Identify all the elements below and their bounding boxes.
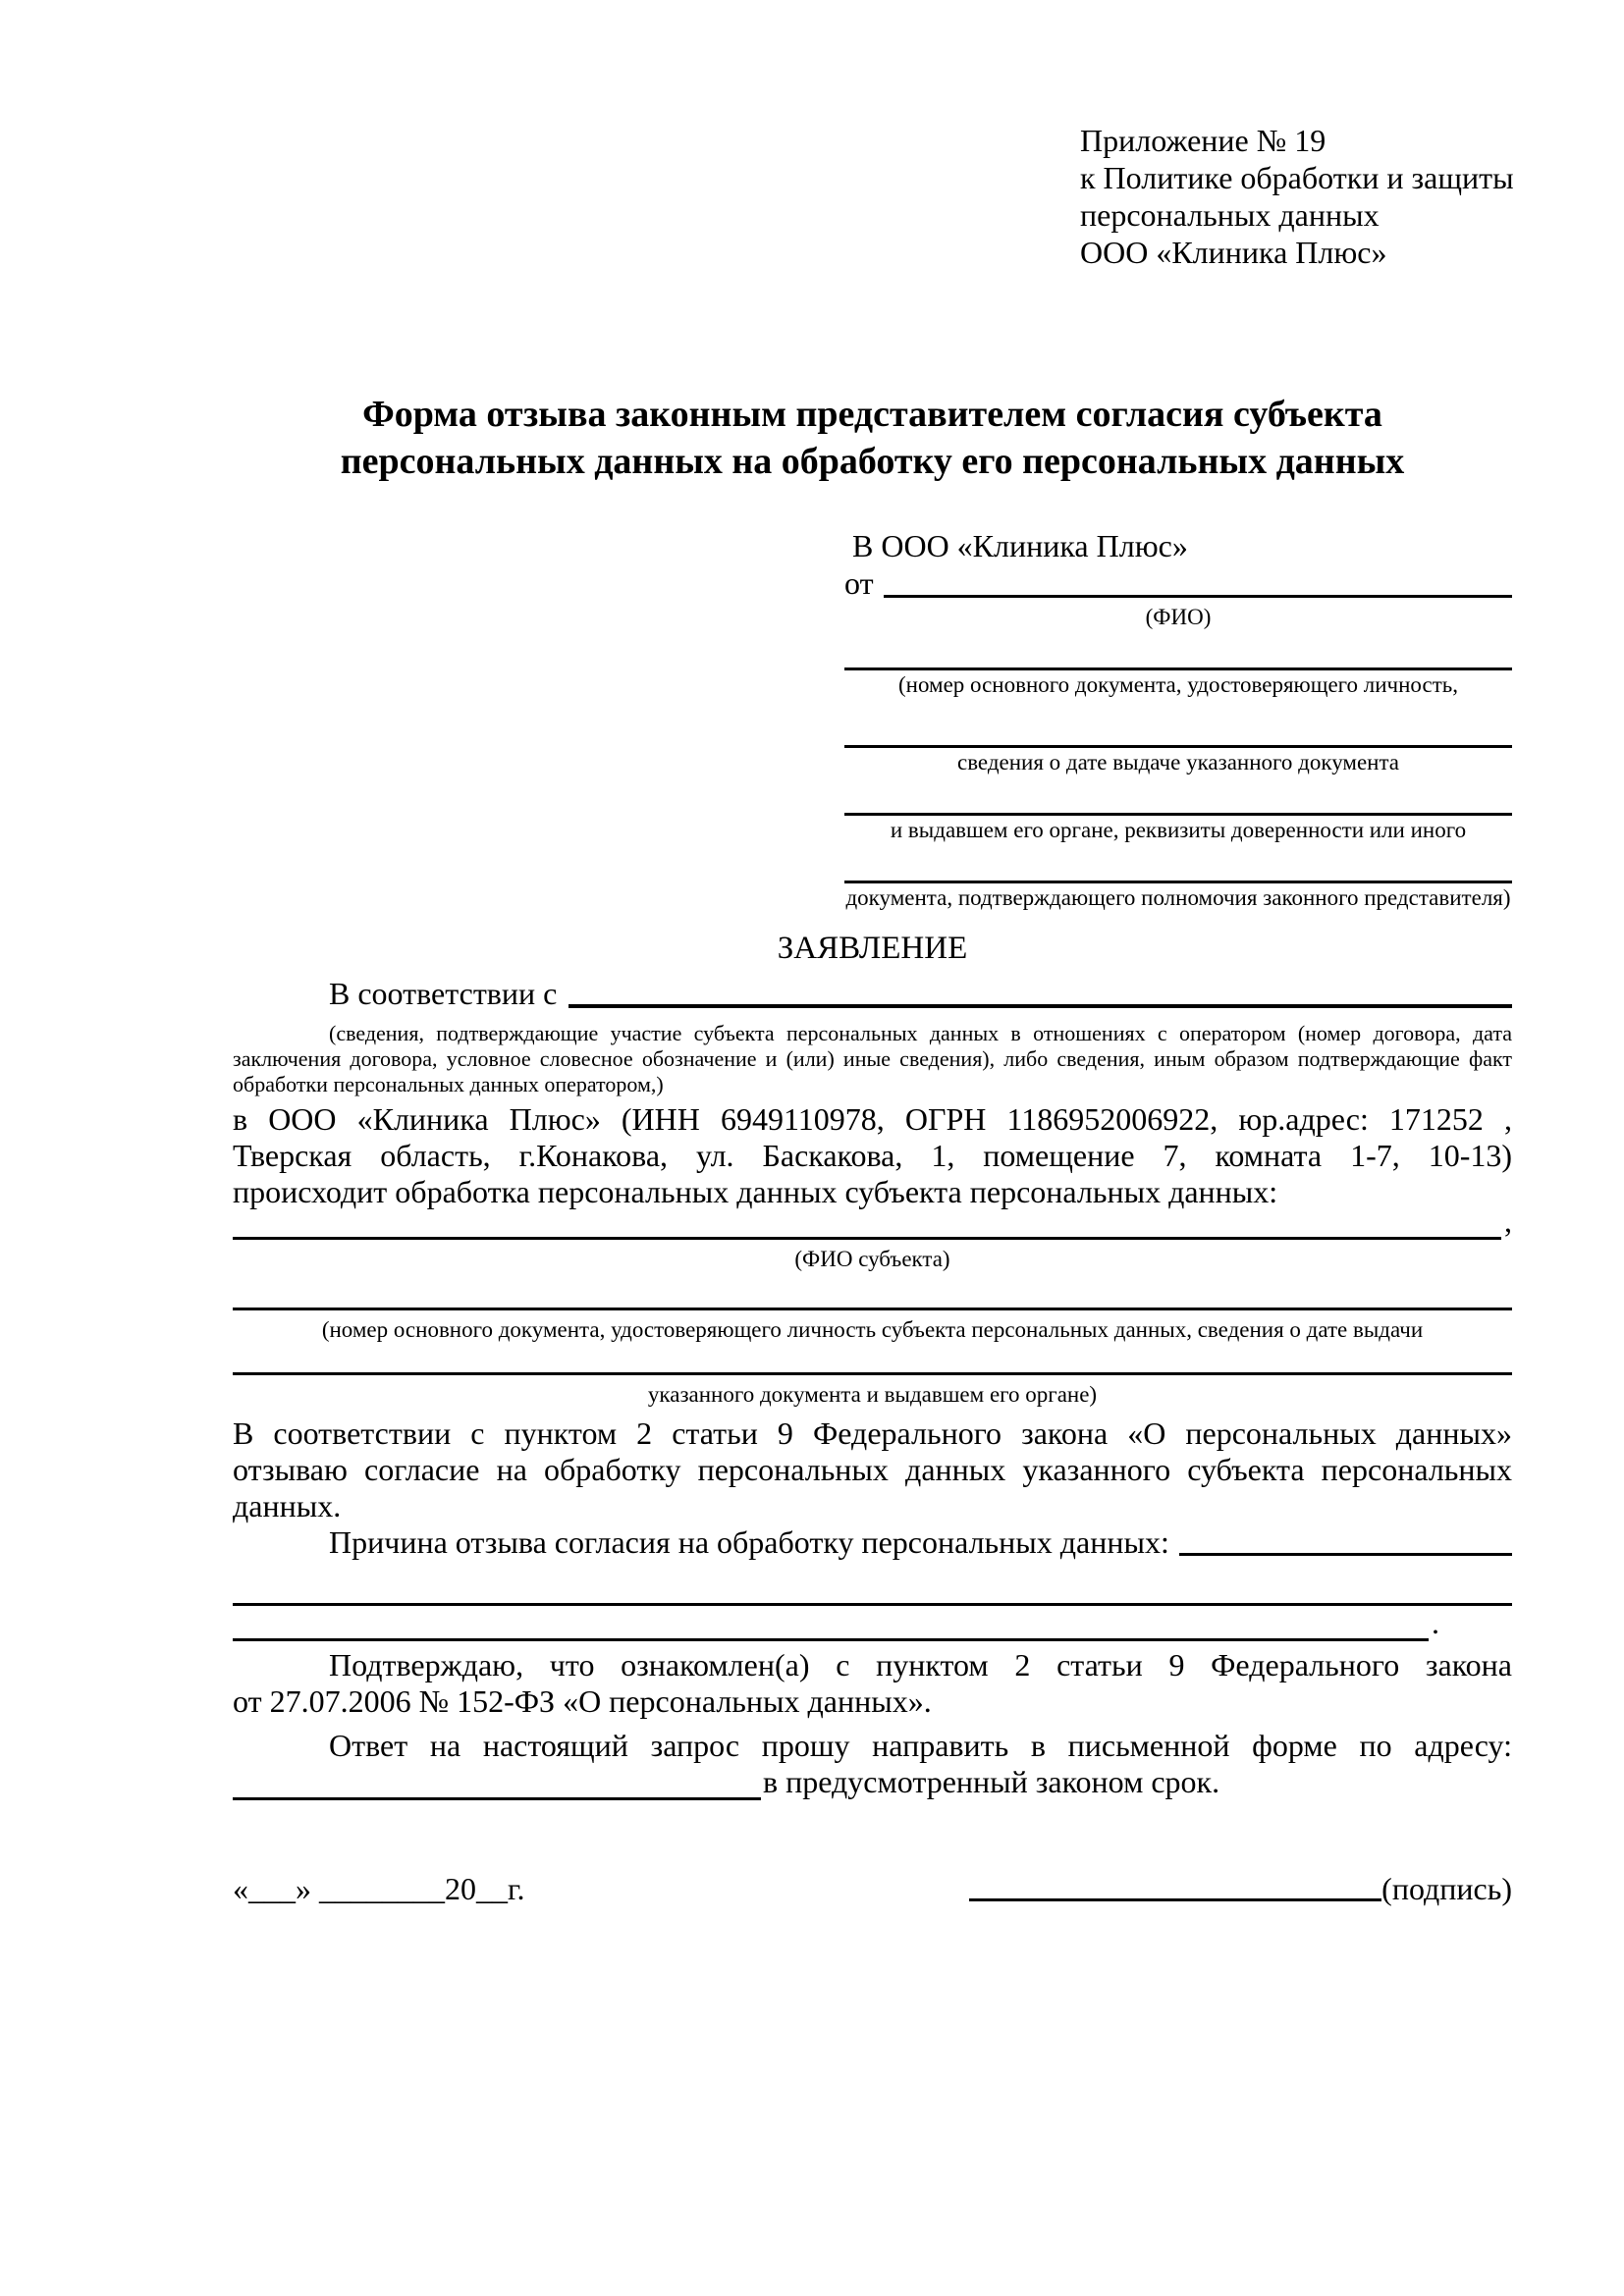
signature-blank-line (969, 1871, 1381, 1901)
representative-fio-blank-line (884, 565, 1512, 598)
confirmation-paragraph-line-1: Подтверждаю, что ознакомлен(а) с пунктом 2 статьи 9 Федерального закона (329, 1647, 1512, 1682)
subject-document-caption-1: (номер основного документа, удостоверяющего личность субъекта персональных данных, сведения о дате выдачи (321, 1317, 1424, 1342)
reason-row (233, 1524, 1512, 1561)
reply-tail: в предусмотренный законом срок. (763, 1764, 1220, 1799)
subject-fio-caption: (ФИО субъекта) (794, 1247, 950, 1271)
reply-address-row (233, 1764, 1512, 1800)
trailing-period: . (1432, 1605, 1439, 1640)
document-title (233, 391, 1512, 485)
appendix-header (1080, 122, 1514, 271)
operator-paragraph (233, 1101, 1512, 1210)
representative-document-caption-2: сведения о дате выдаче указанного документа (956, 750, 1400, 774)
subject-document-blank-line-1 (233, 1272, 1512, 1310)
appendix-header-line-3: персональных данных (1080, 197, 1380, 233)
intro-blank-line (568, 976, 1512, 1008)
representative-document-blank-line-1 (844, 630, 1512, 670)
appendix-header-line-4: ООО «Клиника Плюс» (1080, 235, 1387, 270)
reason-blank-line-1 (1179, 1524, 1512, 1556)
representative-document-caption-3: и выдавшем его органе, реквизиты доверенности или иного (890, 818, 1467, 842)
signature-caption: (подпись) (1381, 1871, 1512, 1906)
reply-address-blank-line (233, 1766, 761, 1800)
confirmation-paragraph-line-2: от 27.07.2006 № 152-ФЗ «О персональных данных». (233, 1683, 932, 1719)
operator-paragraph-line-3: происходит обработка персональных данных субъекта персональных данных: (233, 1174, 1278, 1209)
signature-row (233, 1871, 1512, 1907)
appendix-header-line-2: к Политике обработки и защиты (1080, 160, 1514, 195)
representative-document-blank-line-2 (844, 698, 1512, 748)
subject-document-caption-2: указанного документа и выдавшем его органе) (647, 1382, 1098, 1407)
operator-paragraph-line-2: Тверская область, г.Конакова, ул. Баскакова, 1, помещение 7, комната 1-7, 10-13) (233, 1138, 1512, 1173)
statement-body (233, 929, 1512, 1800)
footnote-line-3: обработки персональных данных оператором,) (233, 1072, 664, 1096)
addressee-organization: В ООО «Клиника Плюс» (852, 528, 1188, 563)
document-title-line-2: персональных данных на обработку его персональных данных (340, 441, 1405, 482)
date-blank: «___» ________20__г. (233, 1871, 525, 1906)
addressee-from-row (844, 565, 1512, 603)
withdrawal-paragraph (233, 1415, 1512, 1524)
subject-fio-blank-line (233, 1210, 1501, 1240)
withdrawal-paragraph-line-2: отзываю согласие на обработку персональных данных указанного субъекта персональных (233, 1452, 1512, 1487)
document-title-line-1: Форма отзыва законным представителем согласия субъекта (362, 394, 1382, 435)
withdrawal-paragraph-line-1: В соответствии с пунктом 2 статьи 9 Федерального закона «О персональных данных» (233, 1415, 1512, 1451)
reply-request-line: Ответ на настоящий запрос прошу направить в письменной форме по адресу: (329, 1728, 1512, 1763)
representative-document-caption-1: (номер основного документа, удостоверяющего личность, (897, 672, 1458, 697)
addressee-block (844, 528, 1512, 911)
participation-footnote (233, 1021, 1512, 1097)
reason-label: Причина отзыва согласия на обработку персональных данных: (329, 1524, 1169, 1560)
subject-fio-row (233, 1203, 1512, 1240)
withdrawal-paragraph-line-3: данных. (233, 1488, 342, 1523)
intro-label: В соответствии с (329, 976, 558, 1011)
subject-document-blank-line-2 (233, 1343, 1512, 1375)
trailing-comma: , (1504, 1203, 1512, 1239)
reason-blank-line-3 (233, 1606, 1429, 1641)
footnote-line-2: заключения договора, условное словесное обозначение и (или) иные сведения), либо сведения, иным образом подтверждающие факт (233, 1046, 1512, 1071)
signature-right-group (969, 1871, 1512, 1907)
representative-document-blank-line-3 (844, 775, 1512, 816)
operator-paragraph-line-1: в ООО «Клиника Плюс» (ИНН 6949110978, ОГРН 1186952006922, юр.адрес: 171252 , (233, 1101, 1512, 1137)
footnote-line-1: (сведения, подтверждающие участие субъекта персональных данных в отношениях с оператором (номер договора, дата (329, 1021, 1512, 1045)
reason-blank-line-2 (233, 1561, 1512, 1606)
appendix-header-line-1: Приложение № 19 (1080, 123, 1326, 158)
statement-heading: ЗАЯВЛЕНИЕ (777, 931, 968, 966)
reason-blank-row (233, 1606, 1512, 1641)
representative-document-caption-4: документа, подтверждающего полномочия законного представителя) (845, 885, 1511, 910)
confirmation-paragraph (233, 1647, 1512, 1720)
from-label: от (844, 565, 874, 601)
fio-caption: (ФИО) (1145, 605, 1212, 629)
representative-document-blank-line-4 (844, 843, 1512, 883)
intro-row (233, 976, 1512, 1013)
